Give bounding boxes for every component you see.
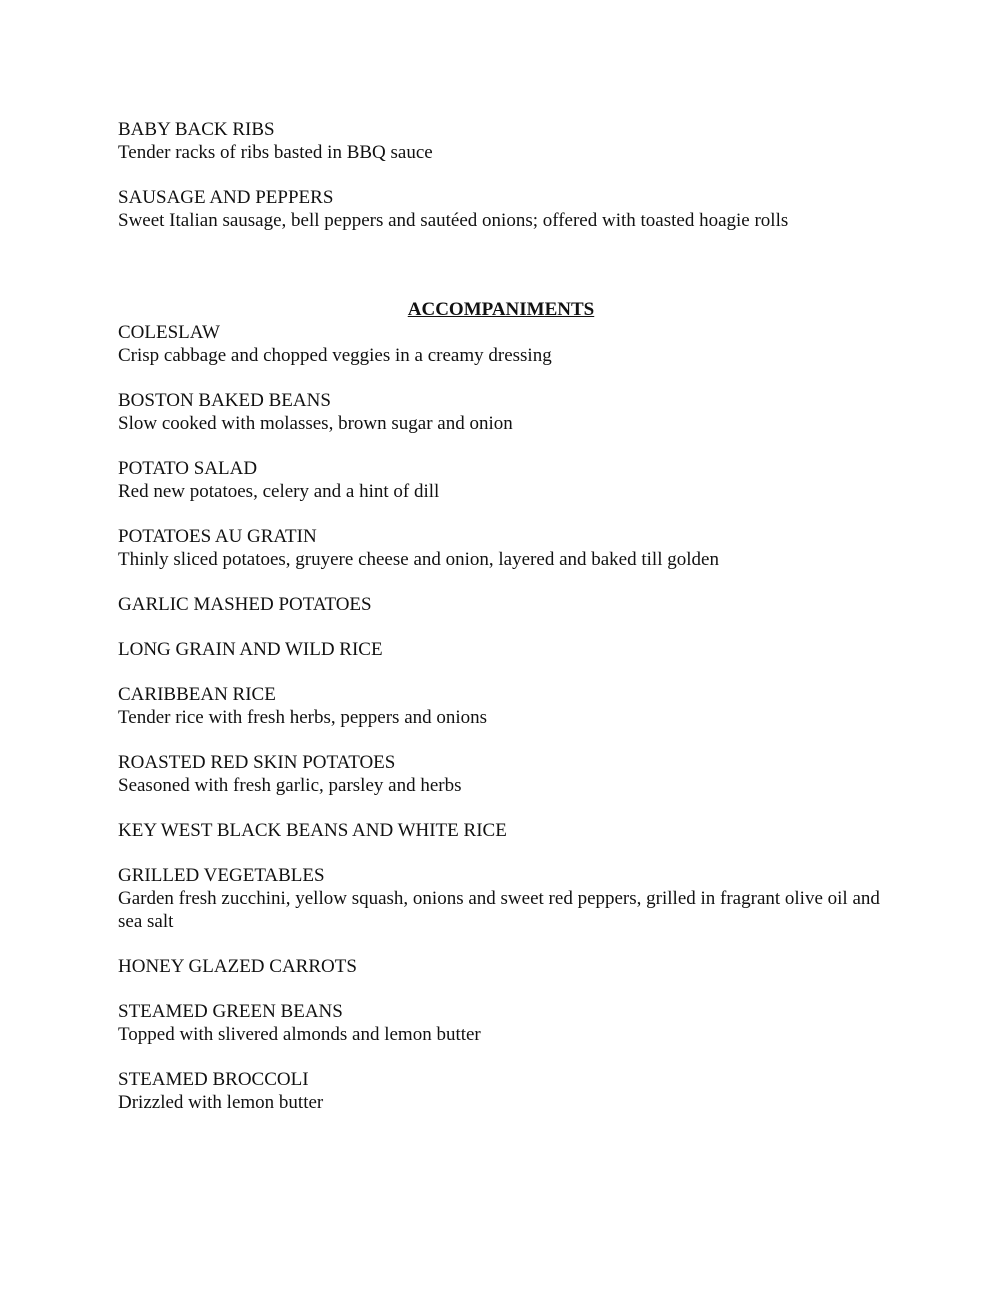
menu-item xyxy=(118,638,888,661)
menu-item xyxy=(118,118,888,164)
menu-item xyxy=(118,751,888,797)
menu-item xyxy=(118,1068,888,1114)
menu-item-name: BOSTON BAKED BEANS xyxy=(118,390,331,411)
menu-item-name: STEAMED GREEN BEANS xyxy=(118,1001,343,1022)
menu-item-description: Tender racks of ribs basted in BBQ sauce xyxy=(118,142,433,163)
menu-item xyxy=(118,186,888,232)
menu-item-name: LONG GRAIN AND WILD RICE xyxy=(118,639,383,660)
menu-item xyxy=(118,864,888,933)
menu-item-name: COLESLAW xyxy=(118,322,220,343)
menu-item-description: Red new potatoes, celery and a hint of dill xyxy=(118,481,440,502)
menu-item-name: SAUSAGE AND PEPPERS xyxy=(118,187,334,208)
menu-item xyxy=(118,955,888,978)
menu-item-description: Slow cooked with molasses, brown sugar and onion xyxy=(118,413,513,434)
menu-item-description: Thinly sliced potatoes, gruyere cheese and onion, layered and baked till golden xyxy=(118,549,719,570)
menu-item-name: ROASTED RED SKIN POTATOES xyxy=(118,752,396,773)
menu-item-description: Garden fresh zucchini, yellow squash, onions and sweet red peppers, grilled in fragrant olive oil and sea salt xyxy=(118,888,880,932)
menu-item-name: BABY BACK RIBS xyxy=(118,119,275,140)
menu-item-description: Tender rice with fresh herbs, peppers and onions xyxy=(118,707,488,728)
menu-item-description: Topped with slivered almonds and lemon butter xyxy=(118,1024,481,1045)
menu-item-name: GRILLED VEGETABLES xyxy=(118,865,325,886)
menu-item xyxy=(118,819,888,842)
menu-item-name: STEAMED BROCCOLI xyxy=(118,1069,309,1090)
menu-item-description: Crisp cabbage and chopped veggies in a creamy dressing xyxy=(118,345,552,366)
menu-item xyxy=(118,683,888,729)
section-spacer xyxy=(118,254,888,298)
menu-item xyxy=(118,593,888,616)
menu-item xyxy=(118,389,888,435)
menu-item-name: GARLIC MASHED POTATOES xyxy=(118,594,372,615)
menu-item-name: KEY WEST BLACK BEANS AND WHITE RICE xyxy=(118,820,507,841)
menu-item xyxy=(118,1000,888,1046)
menu-item-description: Sweet Italian sausage, bell peppers and sautéed onions; offered with toasted hoagie rolls xyxy=(118,210,789,231)
menu-item xyxy=(118,321,888,367)
menu-item-description: Drizzled with lemon butter xyxy=(118,1092,324,1113)
menu-content xyxy=(118,118,888,1136)
menu-item-description: Seasoned with fresh garlic, parsley and herbs xyxy=(118,775,462,796)
menu-item-name: HONEY GLAZED CARROTS xyxy=(118,956,357,977)
section-heading-accompaniments: ACCOMPANIMENTS xyxy=(407,299,595,320)
menu-item-name: CARIBBEAN RICE xyxy=(118,684,276,705)
menu-item xyxy=(118,457,888,503)
menu-item xyxy=(118,525,888,571)
menu-item-name: POTATOES AU GRATIN xyxy=(118,526,317,547)
menu-item-name: POTATO SALAD xyxy=(118,458,258,479)
